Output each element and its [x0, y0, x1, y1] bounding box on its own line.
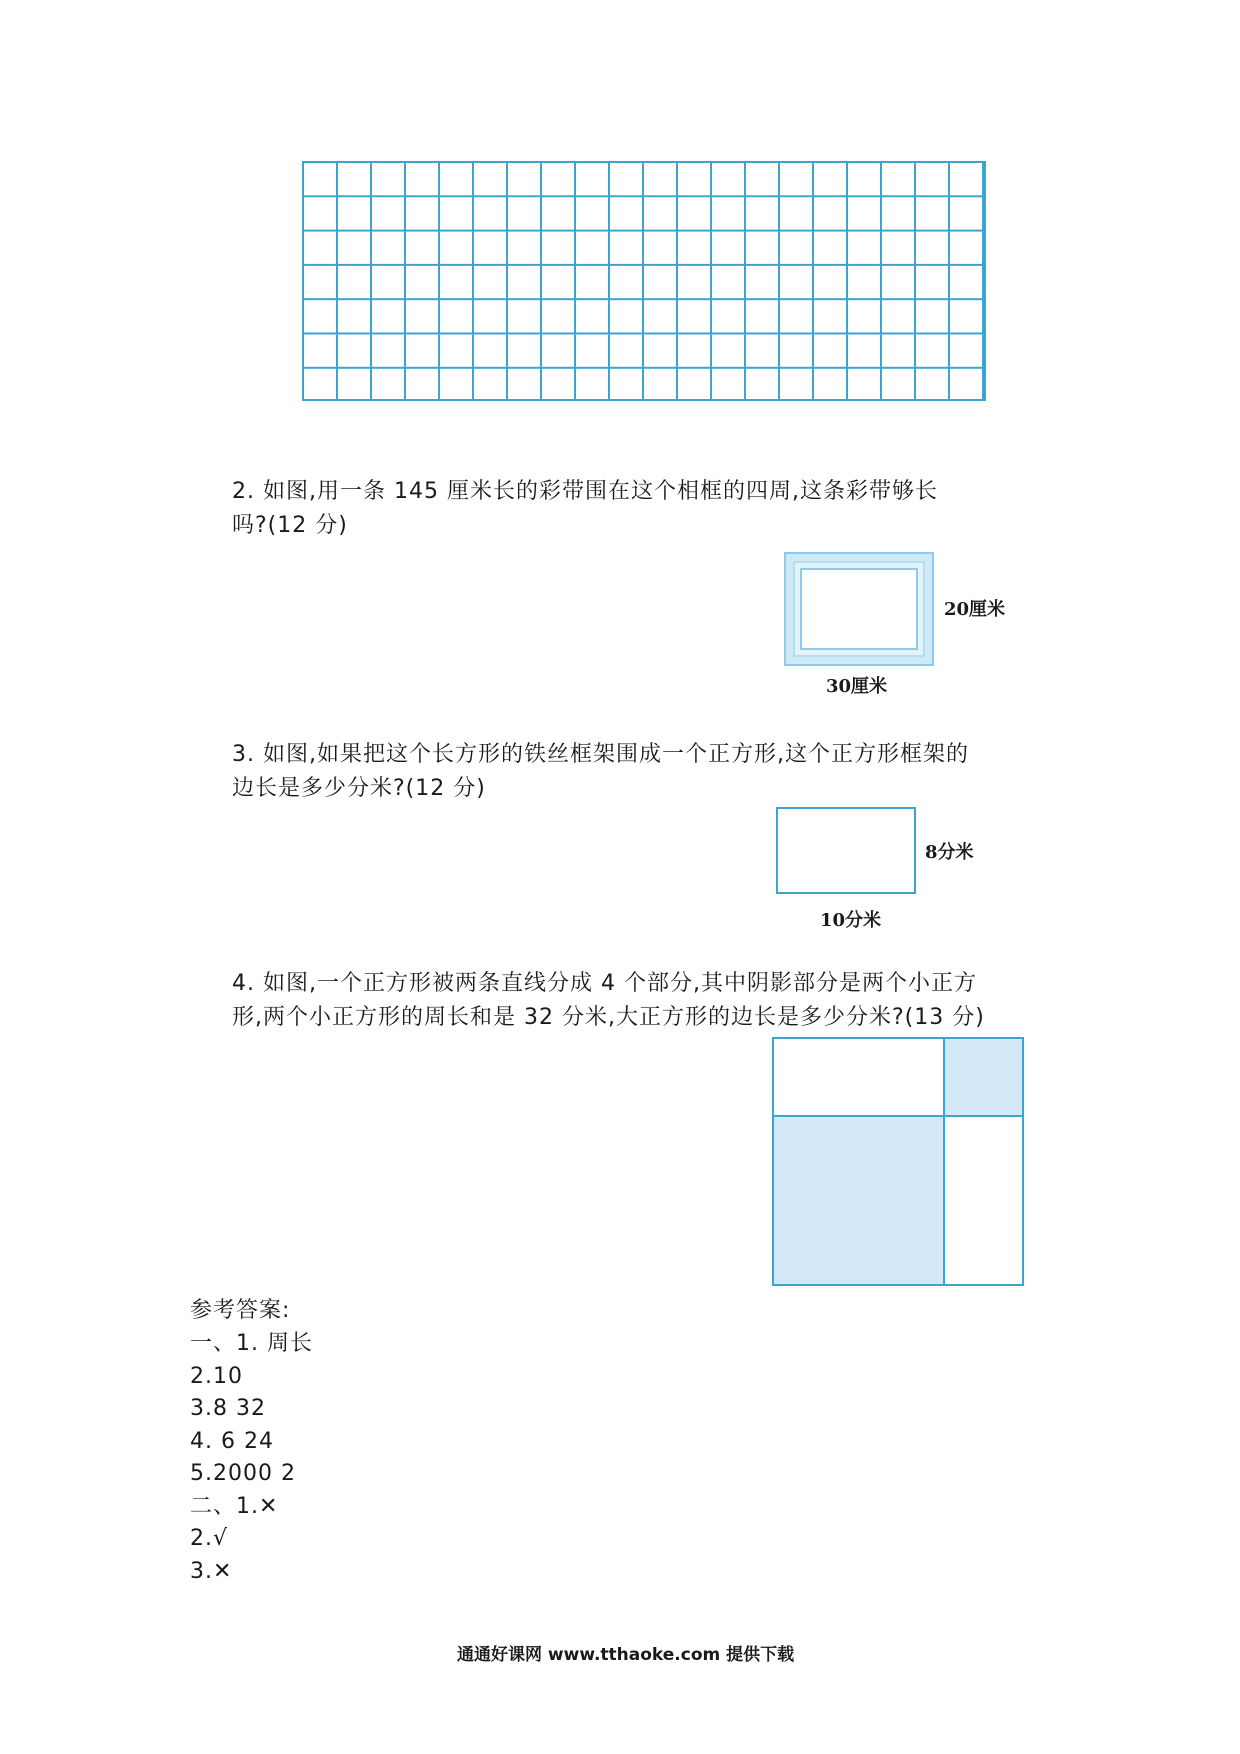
photo-frame-figure	[784, 552, 934, 666]
horizontal-divider-line	[774, 1115, 1022, 1117]
vertical-divider-line	[943, 1039, 945, 1284]
answer-item: 2.√	[190, 1526, 229, 1551]
divided-square-figure	[772, 1037, 1024, 1286]
answers-list	[190, 1328, 313, 1588]
answer-item: 二、1.✕	[190, 1493, 279, 1519]
grid-paper	[302, 161, 986, 401]
shaded-large-square	[774, 1115, 943, 1284]
answer-item: 5.2000 2	[190, 1461, 296, 1486]
question-3-line-1: 3. 如图,如果把这个长方形的铁丝框架围成一个正方形,这个正方形框架的	[232, 742, 969, 767]
question-2-line-1: 2. 如图,用一条 145 厘米长的彩带围在这个相框的四周,这条彩带够长	[232, 479, 938, 504]
question-4-line-1: 4. 如图,一个正方形被两条直线分成 4 个部分,其中阴影部分是两个小正方	[232, 971, 977, 996]
answer-item: 一、1. 周长	[190, 1331, 313, 1356]
answer-item: 2.10	[190, 1363, 243, 1389]
shaded-small-square	[945, 1039, 1022, 1115]
rectangle-figure	[776, 807, 916, 894]
question-2-line-2: 吗?(12 分)	[232, 513, 348, 538]
answers-heading: 参考答案:	[190, 1298, 291, 1323]
answer-item: 3.8 32	[190, 1396, 266, 1421]
answer-item: 3.✕	[190, 1558, 233, 1584]
frame-width-label: 30厘米	[826, 676, 888, 697]
question-3-line-2: 边长是多少分米?(12 分)	[232, 776, 486, 801]
question-4-line-2: 形,两个小正方形的周长和是 32 分米,大正方形的边长是多少分米?(13 分)	[232, 1005, 985, 1030]
footer-source-note: 通通好课网 www.tthaoke.com 提供下载	[457, 1645, 795, 1665]
frame-height-label: 20厘米	[944, 599, 1006, 620]
photo-frame-opening	[800, 568, 918, 650]
rectangle-height-label: 8分米	[925, 842, 974, 863]
answer-item: 4. 6 24	[190, 1428, 274, 1454]
rectangle-width-label: 10分米	[820, 910, 882, 931]
